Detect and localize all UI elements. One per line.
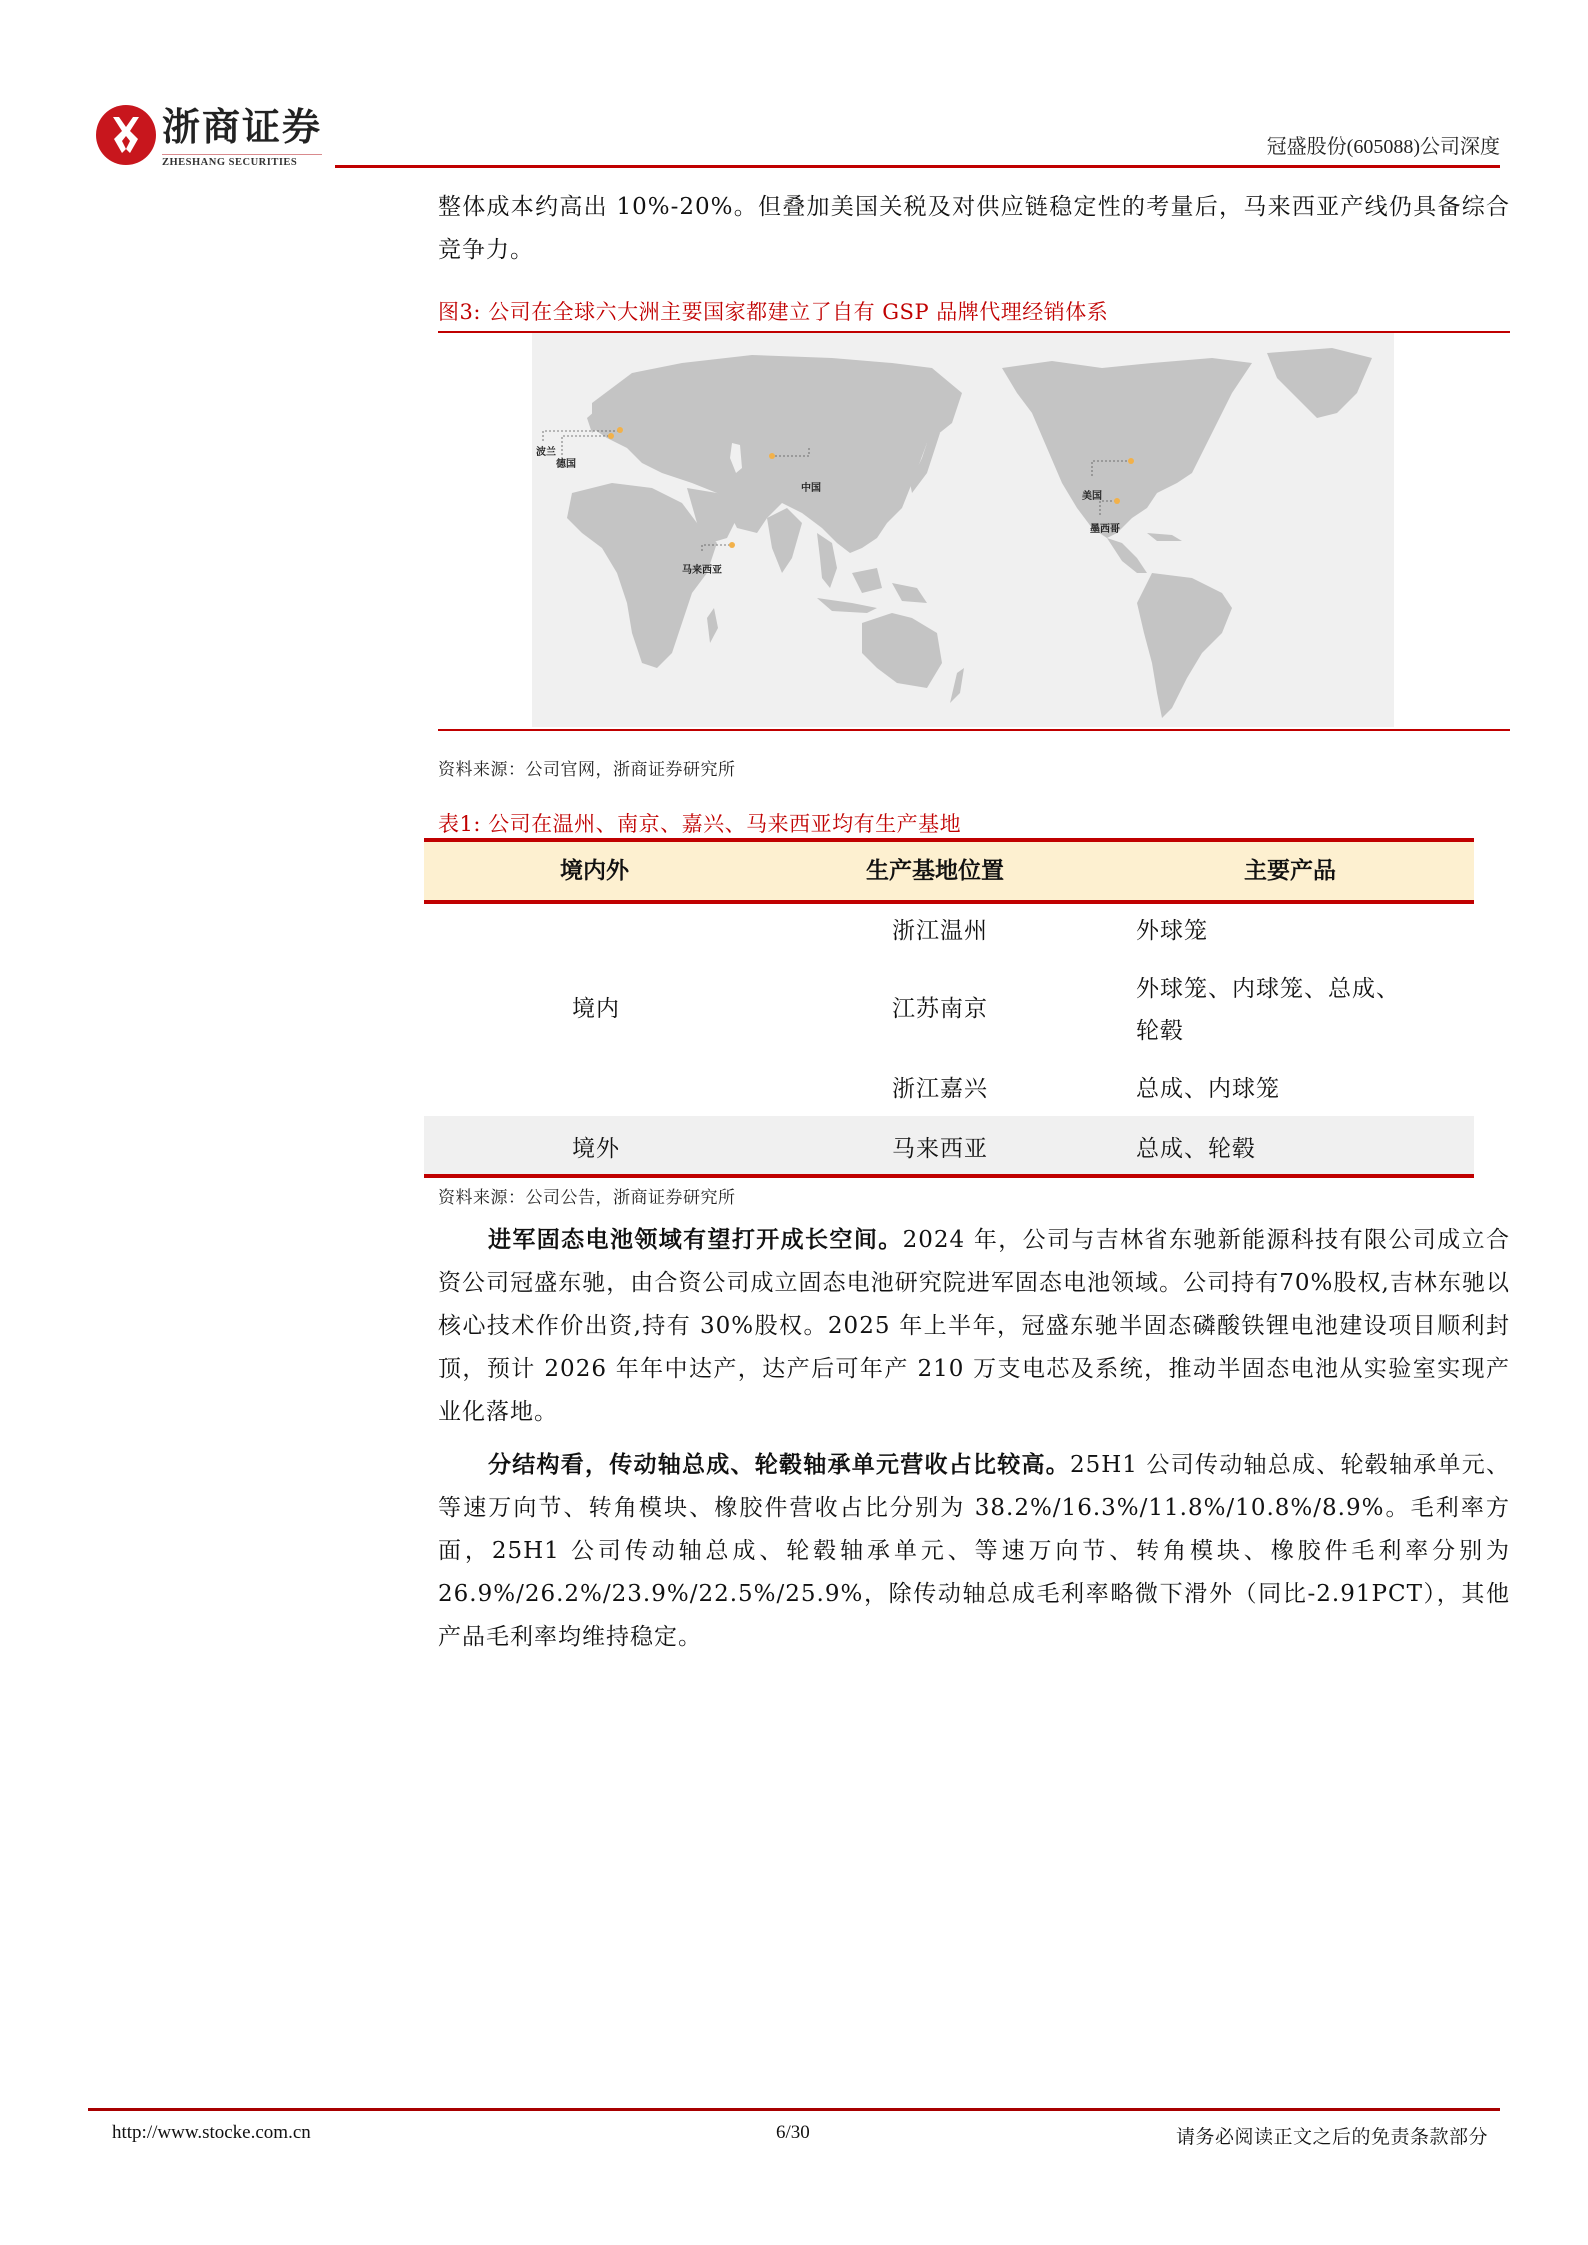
table-cell-products-cont: 轮毂 (1136, 1018, 1184, 1044)
map-label-usa: 美国 (1082, 491, 1102, 502)
logo-chinese-text: 浙商证券 (162, 105, 323, 149)
table-bottom-rule (424, 1174, 1474, 1178)
intro-paragraph: 整体成本约高出 10%-20%。但叠加美国关税及对供应链稳定性的考量后，马来西亚产线仍具备综合竞争力。 (438, 194, 1510, 263)
table-cell-location: 浙江温州 (892, 918, 988, 944)
map-label-mexico: 墨西哥 (1090, 524, 1120, 535)
segments-body: 25H1 公司传动轴总成、轮毂轴承单元、等速万向节、转角模块、橡胶件营收占比分别为 38.2%/16.3%/11.8%/10.8%/8.9%。毛利率方面，25H1 公司传动轴总成、轮毂轴承单元、等速万向节、转角模块、橡胶件毛利率分别为 26.9%/26.2%/23.9%/22.5%/25.9%，除传动轴总成毛利率略微下滑外（同比-2.91PCT），其他产品毛利率均维持稳定。 (438, 1452, 1510, 1650)
footer-url-link[interactable]: http://www.stocke.com.cn (112, 2122, 311, 2143)
table-source: 资料来源：公司公告，浙商证券研究所 (438, 1188, 736, 1208)
table-header-rule (424, 900, 1474, 904)
segments-paragraph (438, 1443, 1510, 1659)
map-label-malaysia: 马来西亚 (682, 565, 722, 576)
table-cell-products: 外球笼、内球笼、总成、 (1136, 976, 1400, 1002)
page-number: 6/30 (776, 2122, 810, 2143)
battery-body: 2024 年，公司与吉林省东驰新能源科技有限公司成立合资公司冠盛东驰，由合资公司成立固态电池研究院进军固态电池领域。公司持有70%股权,吉林东驰以核心技术作价出资,持有 30%股权。2025 年上半年，冠盛东驰半固态磷酸铁锂电池建设项目顺利封顶，预计 2026 年年中达产，达产后可年产 210 万支电芯及系统，推动半固态电池从实验室实现产业化落地。 (438, 1227, 1510, 1425)
figure-bottom-rule (438, 729, 1510, 731)
map-label-germany: 德国 (556, 459, 576, 470)
table-header-region: 境内外 (560, 857, 629, 884)
world-map (532, 333, 1394, 727)
table-cell-products: 外球笼 (1136, 918, 1208, 944)
table-cell-region-domestic: 境内 (572, 996, 620, 1022)
table-cell-products: 总成、轮毂 (1136, 1136, 1256, 1162)
battery-lead: 进军固态电池领域有望打开成长空间。 (488, 1226, 903, 1253)
table-cell-products: 总成、内球笼 (1136, 1076, 1280, 1102)
table-cell-location: 马来西亚 (892, 1136, 988, 1162)
world-map-graphic (532, 333, 1394, 727)
table-header-location: 生产基地位置 (866, 857, 1004, 884)
logo-mark-icon (96, 105, 156, 165)
map-label-poland: 波兰 (536, 447, 556, 458)
header-rule (335, 165, 1500, 168)
segments-lead: 分结构看，传动轴总成、轮毂轴承单元营收占比较高。 (488, 1451, 1070, 1478)
footer-disclaimer: 请务必阅读正文之后的免责条款部分 (1175, 2126, 1488, 2148)
report-title: 冠盛股份(605088)公司深度 (1266, 136, 1500, 158)
table-caption: 表1: 公司在温州、南京、嘉兴、马来西亚均有生产基地 (438, 812, 962, 836)
footer-rule (88, 2108, 1500, 2111)
map-label-china: 中国 (801, 483, 821, 494)
logo-divider (162, 154, 322, 155)
table-cell-region-abroad: 境外 (572, 1136, 620, 1162)
figure-source: 资料来源：公司官网，浙商证券研究所 (438, 760, 736, 780)
table-cell-location: 浙江嘉兴 (892, 1076, 988, 1102)
company-logo (96, 103, 324, 173)
logo-english-text: ZHESHANG SECURITIES (162, 157, 298, 168)
figure-caption: 图3: 公司在全球六大洲主要国家都建立了自有 GSP 品牌代理经销体系 (438, 300, 1109, 324)
table-header-products: 主要产品 (1244, 857, 1336, 884)
battery-paragraph (438, 1218, 1510, 1434)
table-cell-location: 江苏南京 (892, 996, 988, 1022)
